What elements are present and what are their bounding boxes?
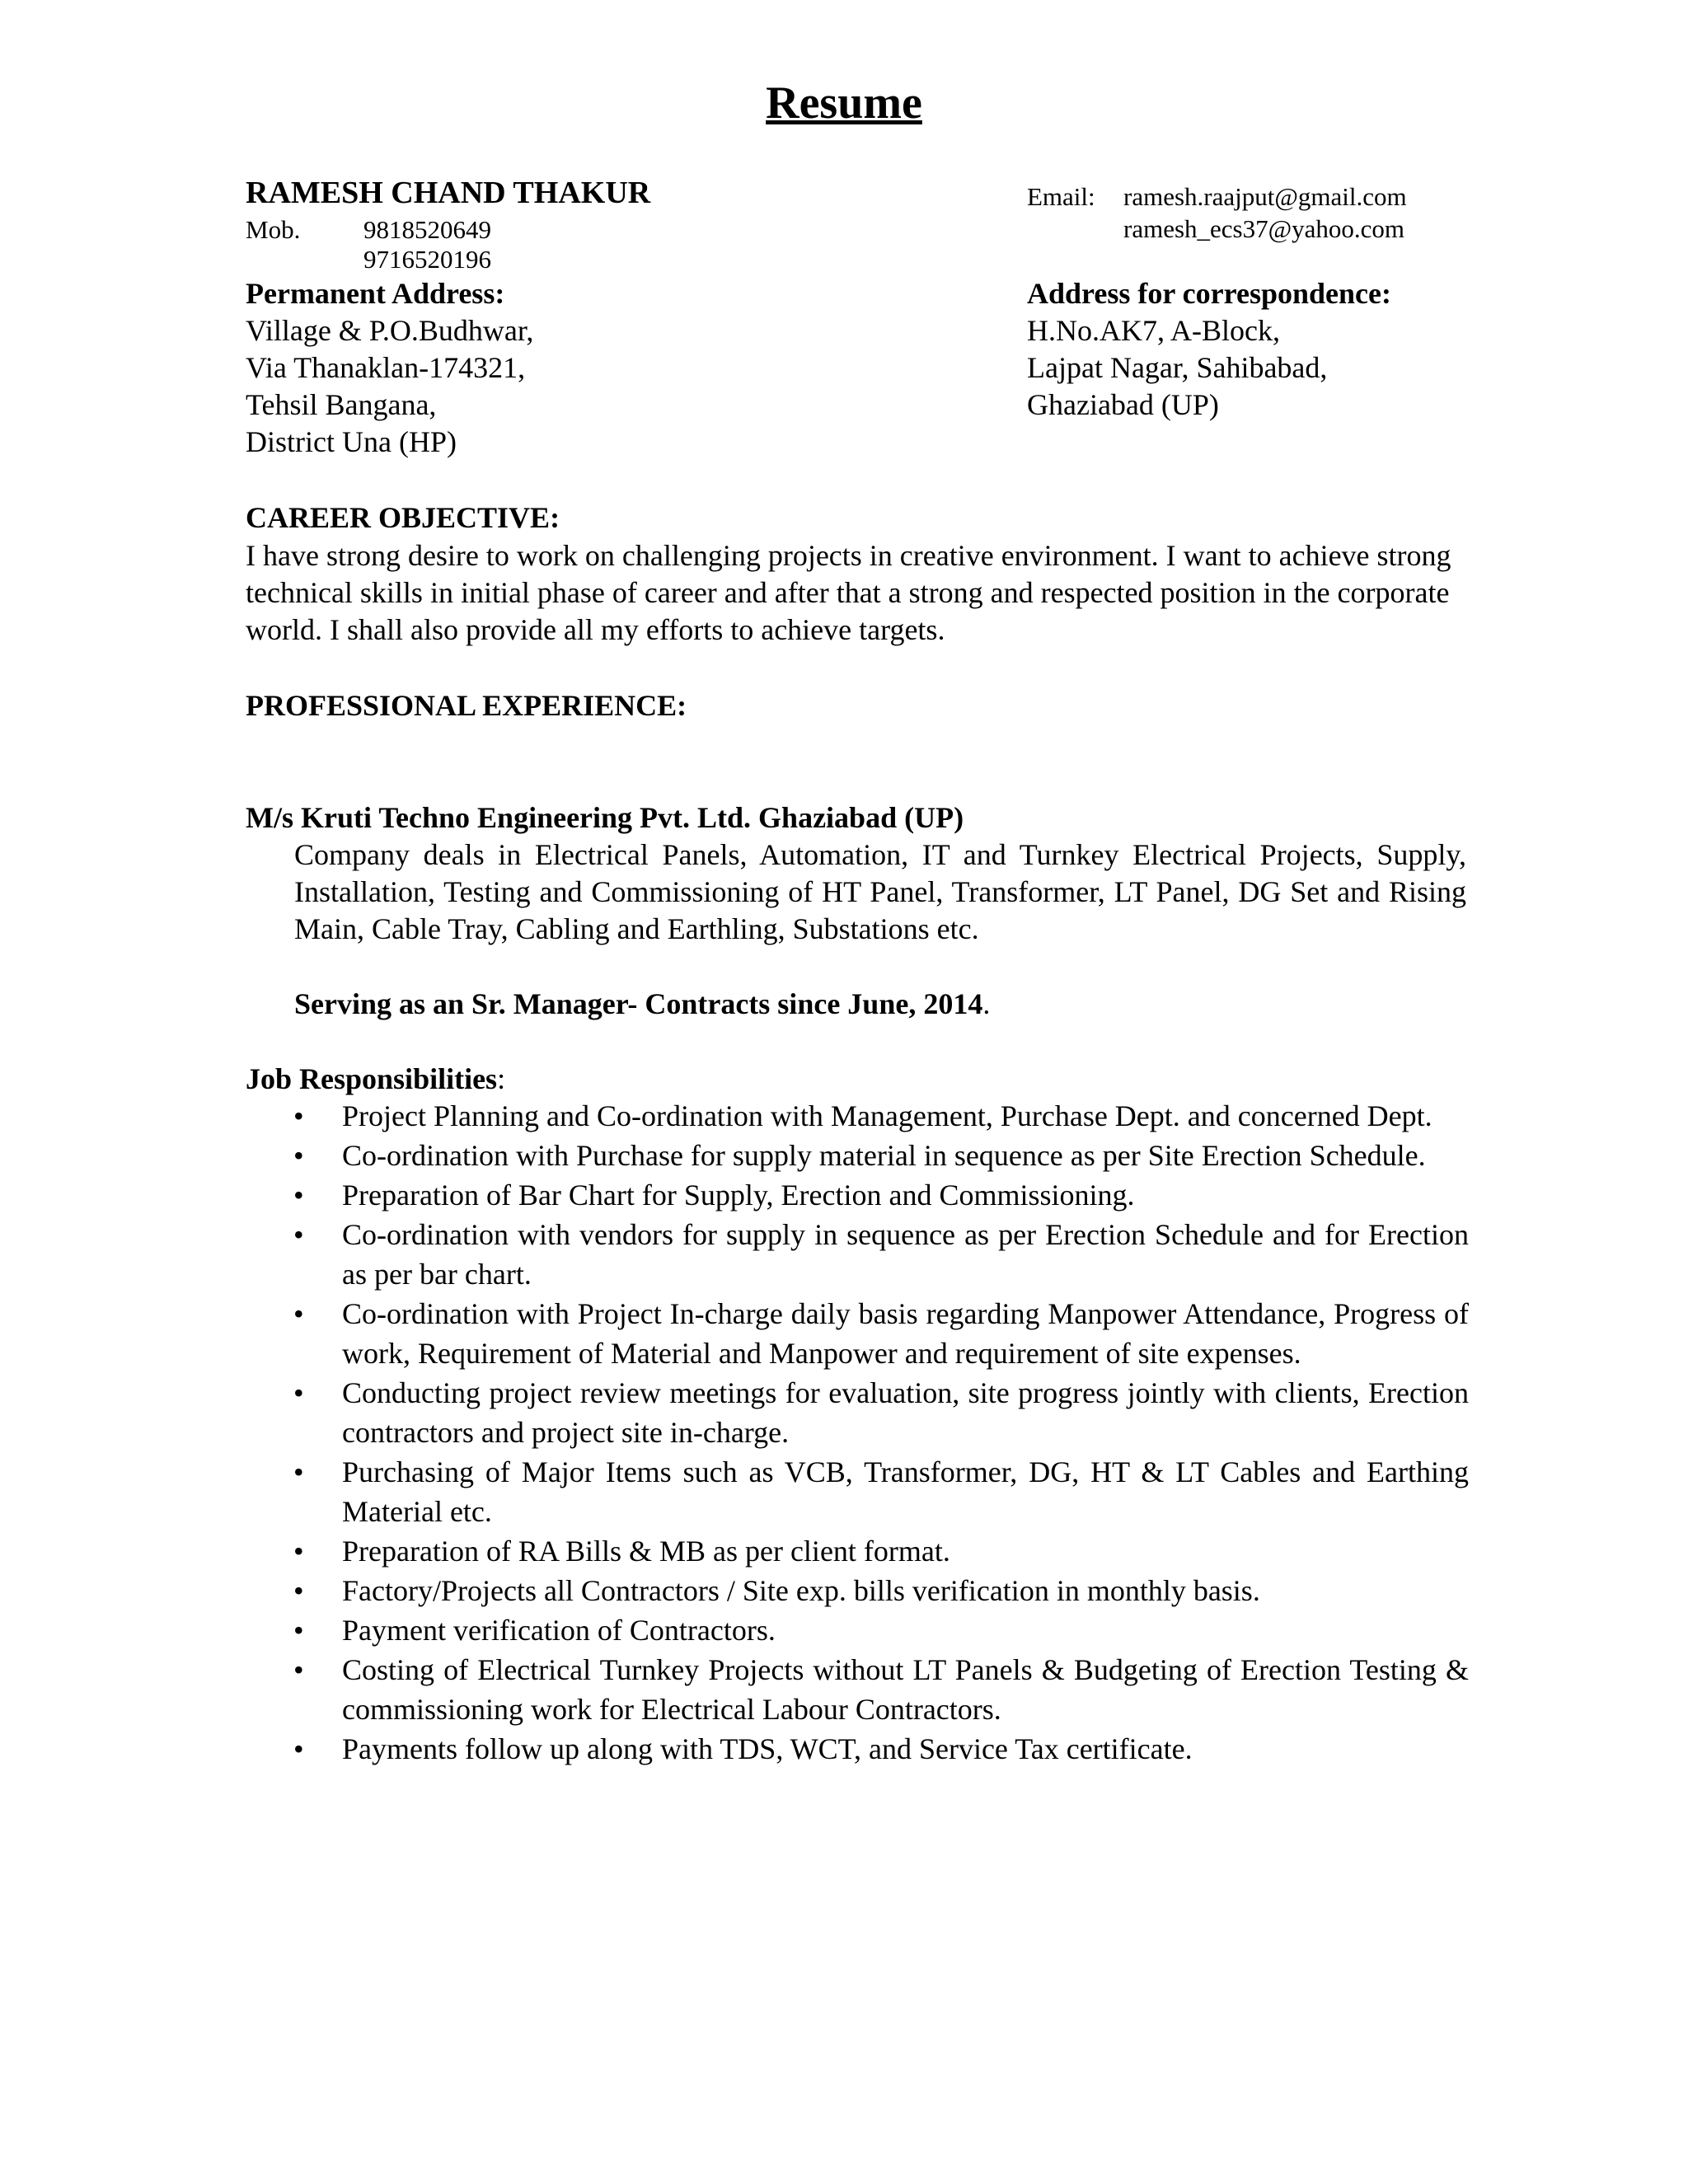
- job-responsibilities-heading: [246, 1061, 505, 1098]
- candidate-name: RAMESH CHAND THAKUR: [246, 176, 651, 210]
- list-item-text: Co-ordination with Purchase for supply material in sequence as per Site Erection Schedule.: [342, 1139, 1426, 1172]
- list-item-text: Project Planning and Co-ordination with Management, Purchase Dept. and concerned Dept.: [342, 1099, 1432, 1132]
- list-item-text: Preparation of RA Bills & MB as per client format.: [342, 1535, 950, 1568]
- list-item: [246, 1531, 1469, 1571]
- bullet-icon: •: [293, 1653, 304, 1686]
- permanent-address: [246, 275, 533, 461]
- email-address-1: ramesh.raajput@gmail.com: [1123, 182, 1407, 211]
- page-title: Resume: [766, 77, 922, 129]
- list-item: [246, 1729, 1469, 1769]
- mobile-number-2: 9716520196: [363, 245, 491, 274]
- list-item: [246, 1096, 1469, 1136]
- position-suffix: .: [982, 987, 991, 1020]
- responsibilities-list: [246, 1096, 1469, 1769]
- career-objective-heading: CAREER OBJECTIVE:: [246, 501, 560, 534]
- list-item: [246, 1294, 1469, 1373]
- address-line: Ghaziabad (UP): [1027, 388, 1219, 421]
- list-item: [246, 1136, 1469, 1175]
- current-position: [294, 986, 990, 1023]
- bullet-icon: •: [293, 1297, 304, 1330]
- address-line: Via Thanaklan-174321,: [246, 351, 526, 384]
- address-line: H.No.AK7, A-Block,: [1027, 314, 1280, 347]
- list-item: [246, 1175, 1469, 1215]
- bullet-icon: •: [293, 1535, 304, 1568]
- email-label: Email:: [1027, 182, 1095, 211]
- responsibilities-heading-text: Job Responsibilities: [246, 1062, 498, 1095]
- bullet-icon: •: [293, 1218, 304, 1251]
- list-item: [246, 1452, 1469, 1531]
- list-item-text: Payments follow up along with TDS, WCT, and Service Tax certificate.: [342, 1732, 1193, 1765]
- list-item-text: Conducting project review meetings for evaluation, site progress jointly with clients, Erection contractors and project site in-charge.: [342, 1376, 1469, 1449]
- correspondence-address-heading: Address for correspondence:: [1027, 277, 1391, 310]
- bullet-icon: •: [293, 1376, 304, 1409]
- list-item-text: Purchasing of Major Items such as VCB, Transformer, DG, HT & LT Cables and Earthing Material etc.: [342, 1455, 1469, 1528]
- address-line: Village & P.O.Budhwar,: [246, 314, 534, 347]
- list-item-text: Co-ordination with vendors for supply in sequence as per Erection Schedule and for Erection as per bar chart.: [342, 1218, 1469, 1291]
- list-item: [246, 1571, 1469, 1610]
- bullet-icon: •: [293, 1455, 304, 1488]
- bullet-icon: •: [293, 1732, 304, 1765]
- list-item: [246, 1650, 1469, 1729]
- bullet-icon: •: [293, 1614, 304, 1647]
- list-item: [246, 1215, 1469, 1294]
- company-name: M/s Kruti Techno Engineering Pvt. Ltd. Ghaziabad (UP): [246, 801, 964, 834]
- bullet-icon: •: [293, 1574, 304, 1607]
- company-description: Company deals in Electrical Panels, Automation, IT and Turnkey Electrical Projects, Supply, Installation, Testing and Commissioning of HT Panel, Transformer, LT Panel, DG Set and Rising Main, Cable Tray, Cabling and Earthling, Substations etc.: [294, 838, 1466, 945]
- career-objective-text: I have strong desire to work on challenging projects in creative environment. I want to achieve strong technical skills in initial phase of career and after that a strong and respected position in the corporate world. I shall also provide all my efforts to achieve targets.: [246, 539, 1451, 646]
- address-line: District Una (HP): [246, 425, 457, 458]
- mobile-number-1: 9818520649: [363, 215, 491, 244]
- list-item-text: Costing of Electrical Turnkey Projects without LT Panels & Budgeting of Erection Testing & commissioning work for Electrical Labour Contractors.: [342, 1653, 1469, 1726]
- bullet-icon: •: [293, 1139, 304, 1172]
- address-line: Tehsil Bangana,: [246, 388, 437, 421]
- responsibilities-heading-colon: :: [497, 1062, 506, 1095]
- permanent-address-heading: Permanent Address:: [246, 277, 505, 310]
- list-item: [246, 1610, 1469, 1650]
- email-address-2: ramesh_ecs37@yahoo.com: [1123, 214, 1405, 243]
- bullet-icon: •: [293, 1099, 304, 1132]
- bullet-icon: •: [293, 1179, 304, 1212]
- correspondence-address: [1027, 275, 1391, 424]
- list-item-text: Co-ordination with Project In-charge daily basis regarding Manpower Attendance, Progress of work, Requirement of Material and Manpower and requirement of site expenses.: [342, 1297, 1469, 1370]
- mobile-label: Mob.: [246, 215, 301, 244]
- experience-heading: PROFESSIONAL EXPERIENCE:: [246, 689, 687, 722]
- address-line: Lajpat Nagar, Sahibabad,: [1027, 351, 1328, 384]
- list-item-text: Preparation of Bar Chart for Supply, Erection and Commissioning.: [342, 1179, 1135, 1212]
- list-item-text: Factory/Projects all Contractors / Site exp. bills verification in monthly basis.: [342, 1574, 1260, 1607]
- list-item: [246, 1373, 1469, 1452]
- list-item-text: Payment verification of Contractors.: [342, 1614, 776, 1647]
- position-text: Serving as an Sr. Manager- Contracts since June, 2014: [294, 987, 983, 1020]
